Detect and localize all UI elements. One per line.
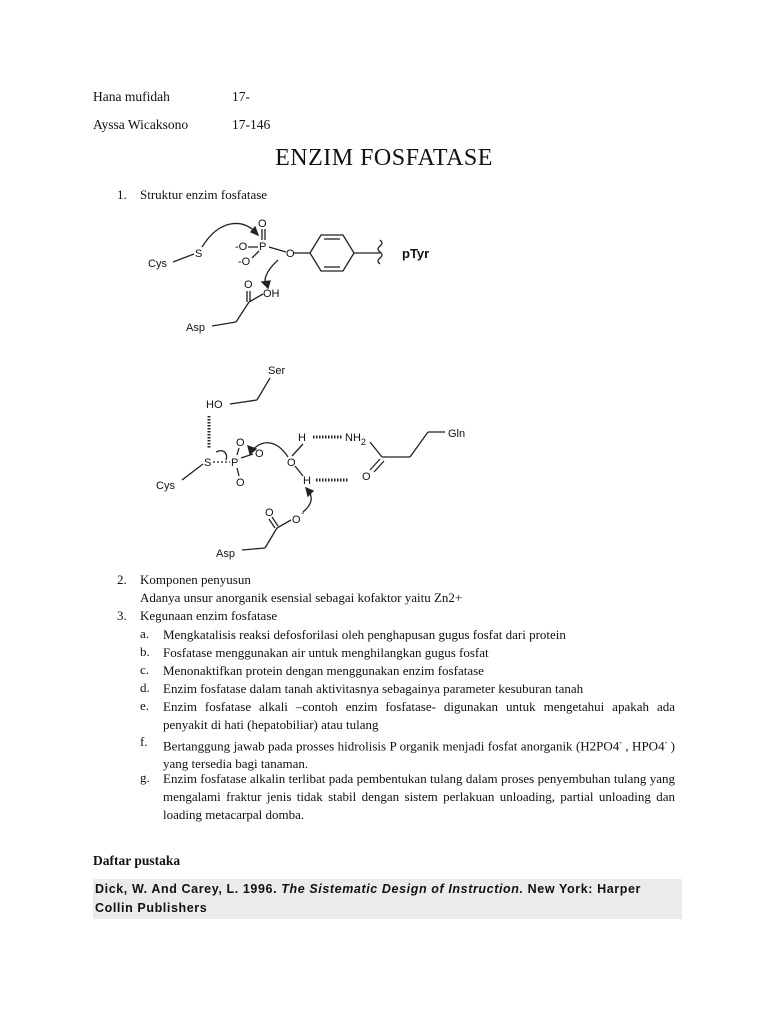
bond (257, 378, 270, 400)
list-item-text: Bertanggung jawab pada prosses hidrolisis P organik menjadi fosfat anorganik (H2PO4- , HPO4- ) yang tersedia bagi tanaman. (163, 738, 675, 772)
author-name: Hana mufidah (93, 89, 170, 104)
list-item-letter: g. (140, 770, 150, 785)
label-o-mid: O (255, 448, 264, 460)
bond (410, 432, 428, 457)
bond (236, 302, 249, 322)
label-ho: HO (206, 399, 223, 411)
arrow-head (306, 488, 313, 496)
section-number: 2. (117, 572, 127, 587)
list-item-text: Mengkatalisis reaksi defosforilasi oleh penghapusan gugus fosfat dari protein (163, 627, 566, 642)
bond (182, 464, 203, 480)
label-minus: - (301, 508, 305, 519)
label-o-minus-2: -O (238, 256, 251, 268)
author-name: Ayssa Wicaksono (93, 117, 189, 132)
label-o-bot: O (236, 477, 245, 489)
bond (241, 454, 253, 458)
list-item-letter: f. (140, 734, 148, 749)
list-item-text: Enzim fosfatase alkali –contoh enzim fosfatase- digunakan untuk mengetahui apakah ada penyakit di hati (hepatobiliar) atau tulang (163, 699, 675, 732)
bond (370, 442, 382, 457)
list-item-letter: e. (140, 698, 150, 713)
label-o-asp2: O (292, 514, 301, 526)
list-item-text: Enzim fosfatase alkalin terlibat pada pembentukan tulang dalam proses penyembuhan tulang yang mengalami fraktur jenis tidak stabil dengan sistem perlakuan unloading, partial unloading dan loading metacarpal domba. (163, 771, 675, 822)
bond (265, 528, 277, 548)
section-number: 3. (117, 608, 127, 623)
label-o-minus-1: -O (235, 241, 248, 253)
bond (277, 520, 291, 528)
label-o-gln: O (362, 471, 371, 483)
section-number: 1. (117, 187, 127, 202)
list-item-letter: c. (140, 662, 150, 677)
author-id: 17-146 (232, 117, 271, 132)
label-o-top: O (258, 218, 267, 230)
section-heading: Komponen penyusun (140, 572, 251, 587)
bond (374, 461, 384, 472)
label-p: P (259, 241, 267, 253)
author-line-2 (93, 117, 270, 133)
reference-entry: Dick, W. And Carey, L. 1996. The Sistematic Design of Instruction. New York: Harper Collin Publishers (93, 879, 682, 919)
author-line-1 (93, 89, 250, 105)
list-item-text: Menonaktifkan protein dengan menggunakan enzim fosfatase (163, 663, 484, 678)
phenyl-ring (310, 235, 354, 271)
label-o-water: O (287, 457, 296, 469)
bond (230, 400, 257, 404)
bond (252, 251, 259, 258)
section-body: Adanya unsur anorganik esensial sebagai kofaktor yaitu Zn2+ (140, 590, 463, 605)
phosphatase-mechanism-diagram-2 (140, 362, 490, 567)
list-item-letter: a. (140, 626, 150, 641)
label-asp: Asp (216, 548, 235, 560)
bond (242, 548, 265, 550)
section-heading: Struktur enzim fosfatase (140, 187, 268, 202)
list-item-text: Fosfatase menggunakan air untuk menghilangkan gugus fosfat (163, 645, 489, 660)
curved-arrow (216, 451, 227, 460)
phosphatase-mechanism-diagram-1 (140, 210, 460, 345)
bond (212, 322, 236, 326)
label-gln: Gln (448, 428, 466, 440)
list-item-letter: b. (140, 644, 150, 659)
label-ser: Ser (268, 365, 286, 377)
bond (249, 294, 263, 302)
bond (292, 444, 303, 456)
bond (269, 247, 286, 252)
label-o-top: O (236, 437, 245, 449)
document-title: ENZIM FOSFATASE (275, 145, 493, 171)
author-id: 17- (232, 89, 250, 104)
bond (237, 448, 239, 455)
curved-arrow (202, 223, 258, 247)
bond (173, 254, 194, 262)
label-cys: Cys (148, 258, 167, 270)
label-h1: H (298, 432, 306, 444)
bond (295, 466, 303, 476)
arrow-head (262, 281, 270, 288)
bond (237, 468, 239, 476)
label-h2: H (303, 475, 311, 487)
label-nh2: $NH_2$ (345, 432, 366, 447)
label-oh: OH (263, 288, 280, 300)
label-p: P (231, 457, 239, 469)
label-asp: Asp (186, 322, 205, 334)
references-heading: Daftar pustaka (93, 853, 181, 868)
bond (370, 459, 380, 470)
label-o-asp1: O (265, 507, 274, 519)
label-o-acid: O (244, 279, 253, 291)
wavy-bond (378, 240, 382, 264)
label-ptyr: pTyr (402, 246, 430, 261)
label-s: S (195, 248, 203, 260)
label-o-ester: O (286, 248, 295, 260)
list-item-letter: d. (140, 680, 150, 695)
label-cys: Cys (156, 480, 175, 492)
list-item-text: Enzim fosfatase dalam tanah aktivitasnya sebagainya parameter kesuburan tanah (163, 681, 584, 696)
label-s: S (204, 457, 212, 469)
section-heading: Kegunaan enzim fosfatase (140, 608, 278, 623)
